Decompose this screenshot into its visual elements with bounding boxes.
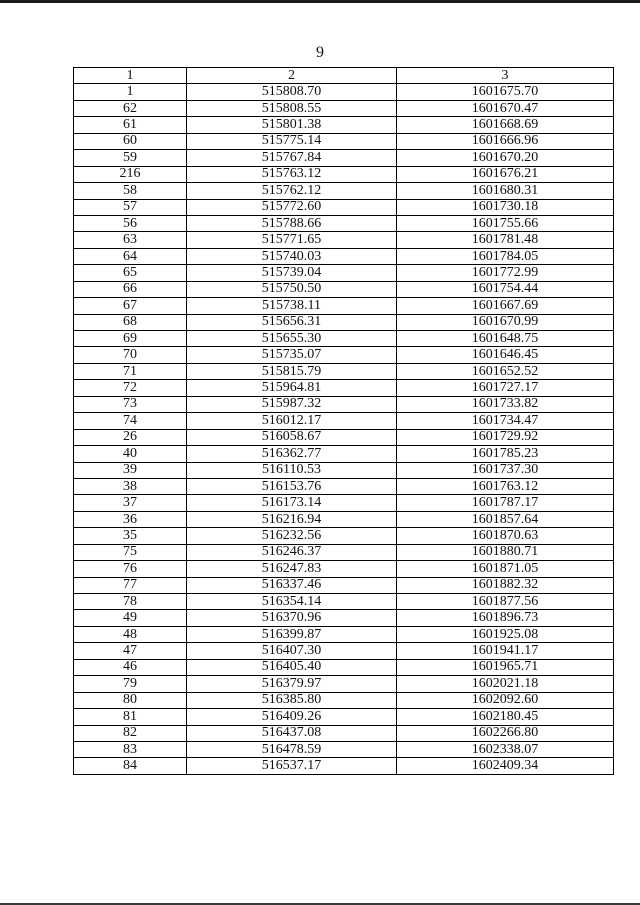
page-number: 9 (316, 44, 324, 61)
table-row (74, 281, 614, 297)
x-coordinate-cell: 516385.80 (187, 692, 397, 708)
y-coordinate-cell: 1601896.73 (397, 610, 614, 626)
x-coordinate-cell: 516409.26 (187, 709, 397, 725)
x-coordinate-cell: 515750.50 (187, 281, 397, 297)
table-row (74, 528, 614, 544)
table-row (74, 265, 614, 281)
x-coordinate-cell: 515656.31 (187, 314, 397, 330)
y-coordinate-cell: 1601670.20 (397, 150, 614, 166)
table-row (74, 544, 614, 560)
point-number-cell: 81 (74, 709, 187, 725)
y-coordinate-cell: 1601729.92 (397, 429, 614, 445)
point-number-cell: 48 (74, 626, 187, 642)
point-number-cell: 83 (74, 741, 187, 757)
x-coordinate-cell: 515808.55 (187, 100, 397, 116)
y-coordinate-cell: 1601733.82 (397, 396, 614, 412)
point-number-cell: 80 (74, 692, 187, 708)
point-number-cell: 65 (74, 265, 187, 281)
y-coordinate-cell: 1601755.66 (397, 215, 614, 231)
table-row (74, 594, 614, 610)
table-row (74, 117, 614, 133)
table-row (74, 314, 614, 330)
y-coordinate-cell: 1601646.45 (397, 347, 614, 363)
point-number-cell: 39 (74, 462, 187, 478)
y-coordinate-cell: 1602266.80 (397, 725, 614, 741)
x-coordinate-cell: 516407.30 (187, 643, 397, 659)
table-row (74, 577, 614, 593)
point-number-cell: 61 (74, 117, 187, 133)
table-row (74, 84, 614, 100)
x-coordinate-cell: 515775.14 (187, 133, 397, 149)
y-coordinate-cell: 1602338.07 (397, 741, 614, 757)
table-row (74, 199, 614, 215)
point-number-cell: 67 (74, 298, 187, 314)
x-coordinate-cell: 516399.87 (187, 626, 397, 642)
point-number-cell: 37 (74, 495, 187, 511)
y-coordinate-cell: 1601781.48 (397, 232, 614, 248)
table-row (74, 363, 614, 379)
x-coordinate-cell: 515735.07 (187, 347, 397, 363)
x-coordinate-cell: 515739.04 (187, 265, 397, 281)
y-coordinate-cell: 1601763.12 (397, 478, 614, 494)
y-coordinate-cell: 1601965.71 (397, 659, 614, 675)
y-coordinate-cell: 1601648.75 (397, 331, 614, 347)
x-coordinate-cell: 516247.83 (187, 561, 397, 577)
point-number-cell: 82 (74, 725, 187, 741)
point-number-cell: 74 (74, 413, 187, 429)
y-coordinate-cell: 1602021.18 (397, 676, 614, 692)
y-coordinate-cell: 1601787.17 (397, 495, 614, 511)
table-row (74, 676, 614, 692)
point-number-cell: 64 (74, 248, 187, 264)
x-coordinate-cell: 515815.79 (187, 363, 397, 379)
y-coordinate-cell: 1601941.17 (397, 643, 614, 659)
x-coordinate-cell: 516246.37 (187, 544, 397, 560)
point-number-cell: 35 (74, 528, 187, 544)
x-coordinate-cell: 516379.97 (187, 676, 397, 692)
table-body (74, 84, 614, 774)
point-number-cell: 66 (74, 281, 187, 297)
table-row (74, 511, 614, 527)
table-row (74, 478, 614, 494)
y-coordinate-cell: 1601877.56 (397, 594, 614, 610)
x-coordinate-cell: 516537.17 (187, 758, 397, 774)
x-coordinate-cell: 516478.59 (187, 741, 397, 757)
table-row (74, 232, 614, 248)
y-coordinate-cell: 1601880.71 (397, 544, 614, 560)
point-number-cell: 63 (74, 232, 187, 248)
table-row (74, 429, 614, 445)
point-number-cell: 1 (74, 84, 187, 100)
y-coordinate-cell: 1602180.45 (397, 709, 614, 725)
table-row (74, 347, 614, 363)
table-row (74, 133, 614, 149)
y-coordinate-cell: 1601882.32 (397, 577, 614, 593)
y-coordinate-cell: 1602409.34 (397, 758, 614, 774)
x-coordinate-cell: 515740.03 (187, 248, 397, 264)
x-coordinate-cell: 516354.14 (187, 594, 397, 610)
scan-edge-top (0, 0, 640, 3)
point-number-cell: 57 (74, 199, 187, 215)
y-coordinate-cell: 1601784.05 (397, 248, 614, 264)
y-coordinate-cell: 1601754.44 (397, 281, 614, 297)
x-coordinate-cell: 515808.70 (187, 84, 397, 100)
x-coordinate-cell: 515788.66 (187, 215, 397, 231)
y-coordinate-cell: 1601670.47 (397, 100, 614, 116)
point-number-cell: 71 (74, 363, 187, 379)
table-row (74, 396, 614, 412)
point-number-cell: 77 (74, 577, 187, 593)
y-coordinate-cell: 1601870.63 (397, 528, 614, 544)
y-coordinate-cell: 1601676.21 (397, 166, 614, 182)
x-coordinate-cell: 515655.30 (187, 331, 397, 347)
x-coordinate-cell: 516362.77 (187, 446, 397, 462)
table-row (74, 215, 614, 231)
point-number-cell: 75 (74, 544, 187, 560)
column-header-1: 1 (74, 68, 187, 84)
table-row (74, 709, 614, 725)
table-row (74, 166, 614, 182)
point-number-cell: 76 (74, 561, 187, 577)
point-number-cell: 56 (74, 215, 187, 231)
column-header-3: 3 (397, 68, 614, 84)
point-number-cell: 216 (74, 166, 187, 182)
x-coordinate-cell: 515772.60 (187, 199, 397, 215)
x-coordinate-cell: 515738.11 (187, 298, 397, 314)
x-coordinate-cell: 516058.67 (187, 429, 397, 445)
point-number-cell: 58 (74, 183, 187, 199)
x-coordinate-cell: 516110.53 (187, 462, 397, 478)
point-number-cell: 79 (74, 676, 187, 692)
point-number-cell: 60 (74, 133, 187, 149)
point-number-cell: 62 (74, 100, 187, 116)
x-coordinate-cell: 515987.32 (187, 396, 397, 412)
table-row (74, 758, 614, 774)
column-header-2: 2 (187, 68, 397, 84)
x-coordinate-cell: 515763.12 (187, 166, 397, 182)
y-coordinate-cell: 1601666.96 (397, 133, 614, 149)
table-row (74, 298, 614, 314)
y-coordinate-cell: 1601925.08 (397, 626, 614, 642)
table-row (74, 741, 614, 757)
table-row (74, 248, 614, 264)
table-row (74, 561, 614, 577)
coordinates-table (73, 67, 614, 775)
x-coordinate-cell: 516012.17 (187, 413, 397, 429)
table-row (74, 725, 614, 741)
point-number-cell: 78 (74, 594, 187, 610)
table-row (74, 446, 614, 462)
table-row (74, 462, 614, 478)
y-coordinate-cell: 1601857.64 (397, 511, 614, 527)
x-coordinate-cell: 516232.56 (187, 528, 397, 544)
table-row (74, 643, 614, 659)
y-coordinate-cell: 1601734.47 (397, 413, 614, 429)
y-coordinate-cell: 1601871.05 (397, 561, 614, 577)
x-coordinate-cell: 515801.38 (187, 117, 397, 133)
x-coordinate-cell: 516173.14 (187, 495, 397, 511)
table-row (74, 100, 614, 116)
point-number-cell: 49 (74, 610, 187, 626)
point-number-cell: 40 (74, 446, 187, 462)
point-number-cell: 47 (74, 643, 187, 659)
y-coordinate-cell: 1601727.17 (397, 380, 614, 396)
table-row (74, 150, 614, 166)
point-number-cell: 38 (74, 478, 187, 494)
point-number-cell: 68 (74, 314, 187, 330)
y-coordinate-cell: 1601652.52 (397, 363, 614, 379)
table-row (74, 331, 614, 347)
table-row (74, 692, 614, 708)
table-header-row (74, 68, 614, 84)
point-number-cell: 70 (74, 347, 187, 363)
point-number-cell: 69 (74, 331, 187, 347)
point-number-cell: 73 (74, 396, 187, 412)
x-coordinate-cell: 516370.96 (187, 610, 397, 626)
y-coordinate-cell: 1601668.69 (397, 117, 614, 133)
y-coordinate-cell: 1601680.31 (397, 183, 614, 199)
y-coordinate-cell: 1601670.99 (397, 314, 614, 330)
point-number-cell: 84 (74, 758, 187, 774)
y-coordinate-cell: 1601730.18 (397, 199, 614, 215)
x-coordinate-cell: 516337.46 (187, 577, 397, 593)
y-coordinate-cell: 1601785.23 (397, 446, 614, 462)
table-row (74, 380, 614, 396)
point-number-cell: 46 (74, 659, 187, 675)
x-coordinate-cell: 516437.08 (187, 725, 397, 741)
y-coordinate-cell: 1601772.99 (397, 265, 614, 281)
x-coordinate-cell: 516153.76 (187, 478, 397, 494)
x-coordinate-cell: 515767.84 (187, 150, 397, 166)
x-coordinate-cell: 516216.94 (187, 511, 397, 527)
y-coordinate-cell: 1601667.69 (397, 298, 614, 314)
point-number-cell: 26 (74, 429, 187, 445)
point-number-cell: 36 (74, 511, 187, 527)
y-coordinate-cell: 1601737.30 (397, 462, 614, 478)
y-coordinate-cell: 1602092.60 (397, 692, 614, 708)
table-row (74, 413, 614, 429)
table-row (74, 626, 614, 642)
table-row (74, 183, 614, 199)
x-coordinate-cell: 515964.81 (187, 380, 397, 396)
x-coordinate-cell: 515771.65 (187, 232, 397, 248)
point-number-cell: 59 (74, 150, 187, 166)
table-row (74, 495, 614, 511)
x-coordinate-cell: 515762.12 (187, 183, 397, 199)
table-row (74, 610, 614, 626)
x-coordinate-cell: 516405.40 (187, 659, 397, 675)
point-number-cell: 72 (74, 380, 187, 396)
table-row (74, 659, 614, 675)
y-coordinate-cell: 1601675.70 (397, 84, 614, 100)
